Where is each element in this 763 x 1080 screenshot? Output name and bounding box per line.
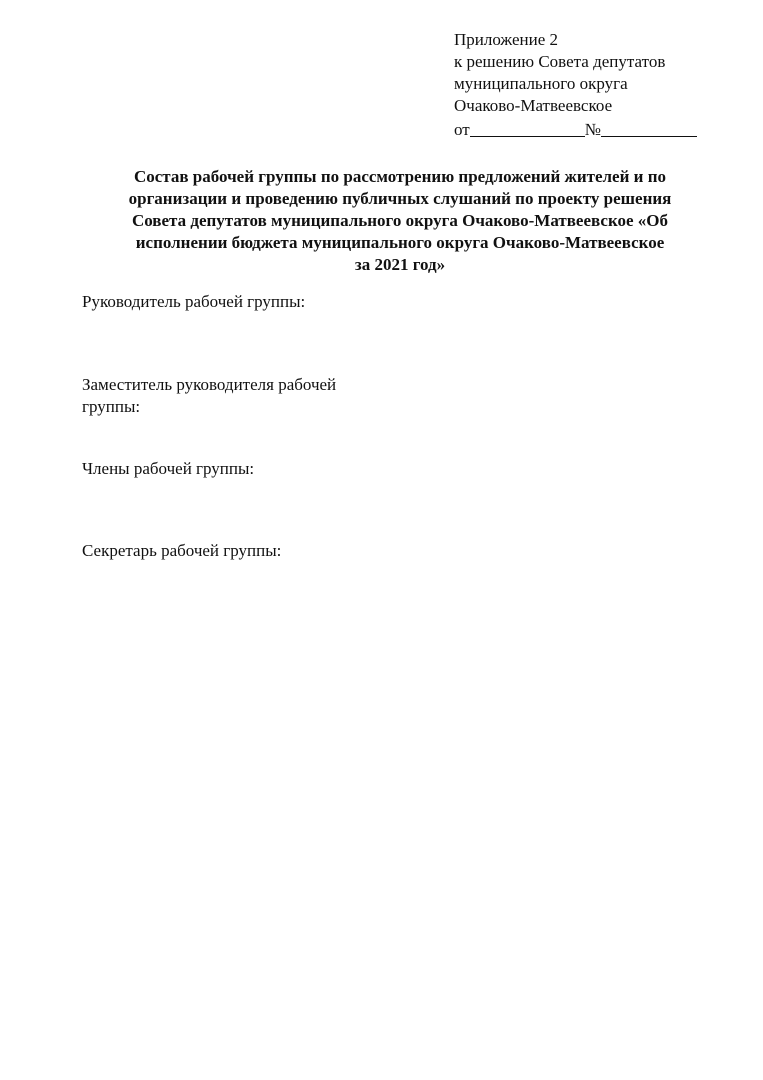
role-members-label: Члены рабочей группы: (82, 459, 255, 478)
number-label: № (584, 120, 601, 139)
number-blank (601, 119, 697, 137)
role-deputy-label-1: Заместитель руководителя рабочей (82, 375, 337, 394)
attachment-number: Приложение 2 (454, 30, 558, 49)
date-label: от (454, 120, 470, 139)
attachment-district-name: Очаково-Матвеевское (454, 96, 613, 115)
title-line-3: Совета депутатов муниципального округа Очаково-Матвеевское «Об (131, 211, 669, 230)
attachment-header (454, 29, 734, 141)
attachment-decision-ref: к решению Совета депутатов (454, 52, 666, 71)
title-line-4: исполнении бюджета муниципального округа Очаково-Матвеевское (135, 233, 665, 252)
title-line-5: за 2021 год» (354, 255, 446, 274)
role-deputy (82, 374, 336, 418)
role-secretary-label: Секретарь рабочей группы: (82, 541, 282, 560)
role-head-label: Руководитель рабочей группы: (82, 292, 306, 311)
role-head (82, 291, 305, 313)
attachment-district: муниципального округа (454, 74, 628, 93)
title-line-2: организации и проведению публичных слушаний по проекту решения (128, 189, 672, 208)
role-secretary (82, 540, 281, 562)
role-deputy-label-2: группы: (82, 397, 141, 416)
date-blank (470, 119, 585, 137)
role-members (82, 458, 254, 480)
attachment-date-number-line (454, 117, 734, 141)
title-line-1: Состав рабочей группы по рассмотрению предложений жителей и по (133, 167, 666, 186)
document-title (100, 166, 700, 276)
